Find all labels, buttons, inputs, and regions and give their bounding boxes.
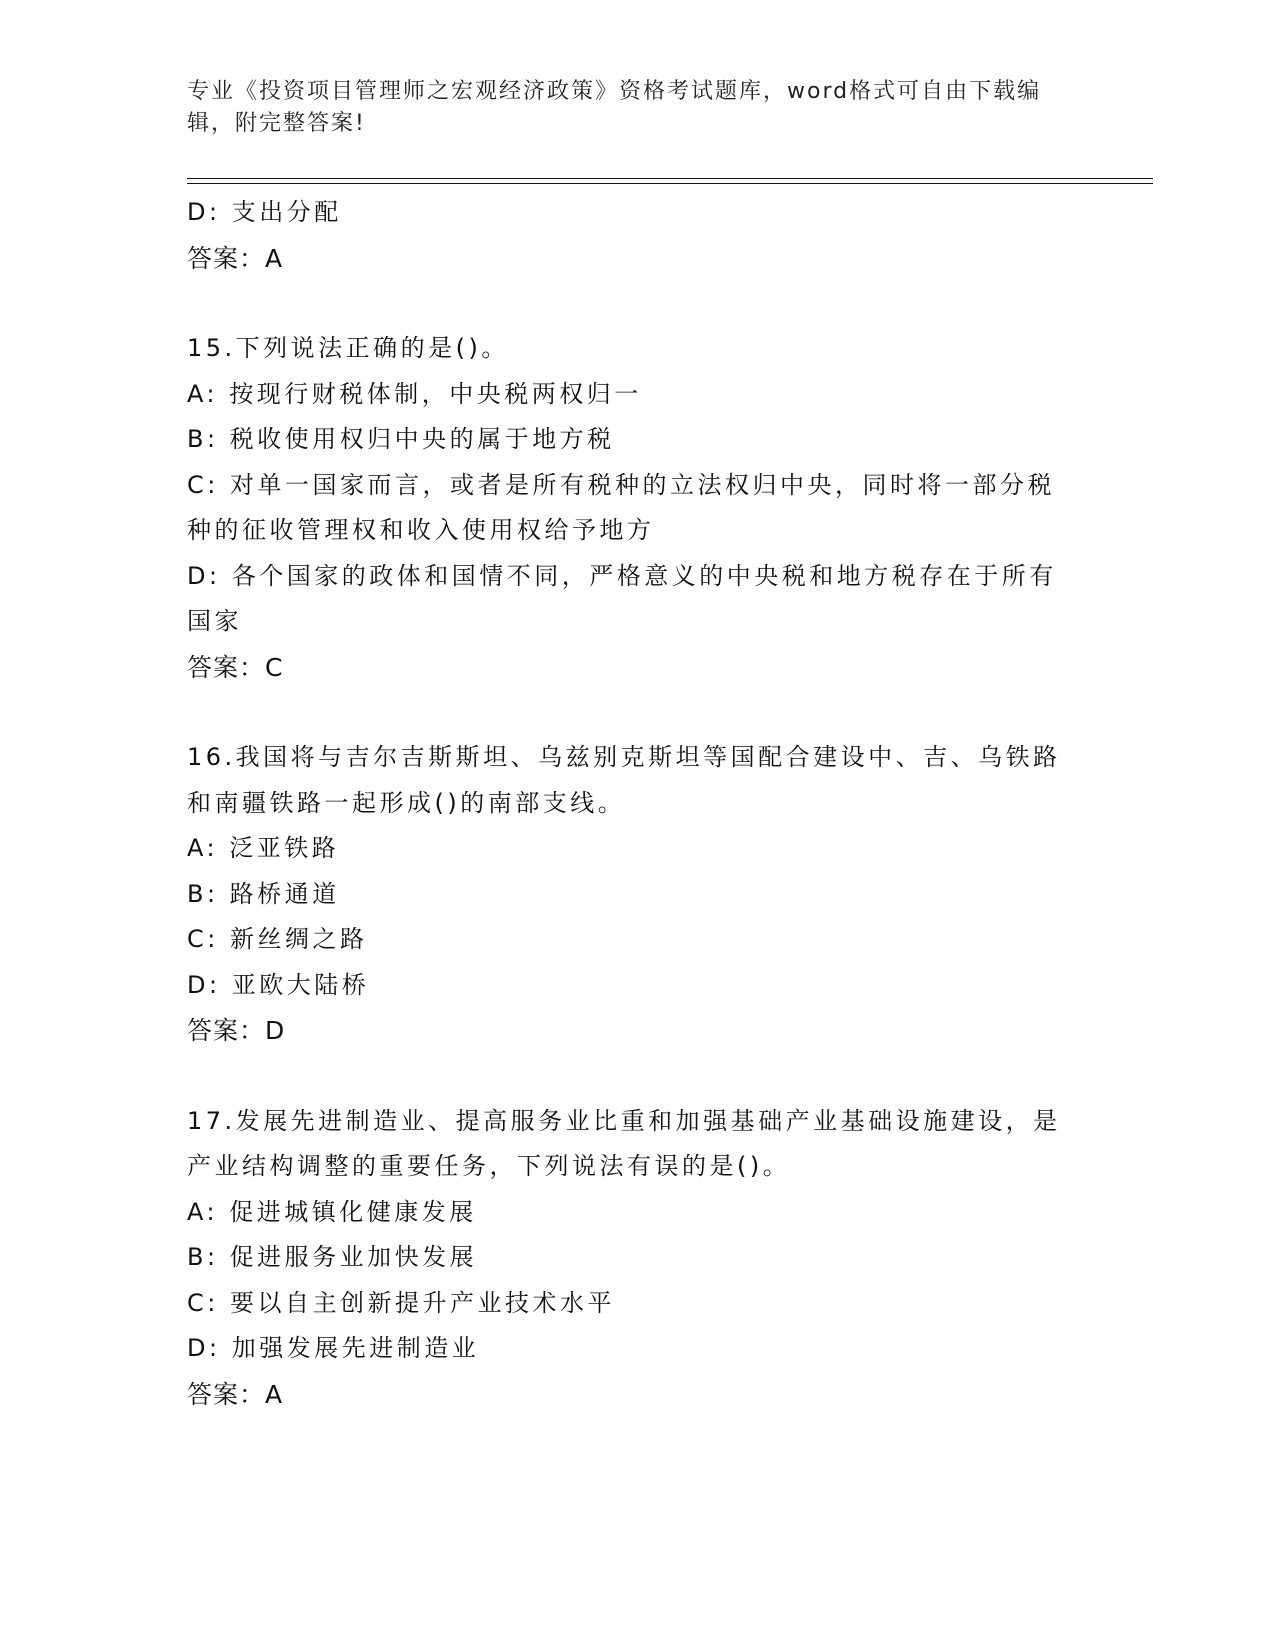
option-d: D: 亚欧大陆桥	[187, 970, 370, 999]
option-c: C: 对单一国家而言，或者是所有税种的立法权归中央，同时将一部分税种的征收管理权和收入使用权给予地方	[187, 470, 1055, 544]
question-stem: 15.下列说法正确的是()。	[187, 334, 509, 362]
option-a: A: 泛亚铁路	[187, 834, 340, 862]
option-d: D: 加强发展先进制造业	[187, 1334, 480, 1362]
question-15	[187, 326, 1077, 690]
option-c: C: 要以自主创新提升产业技术水平	[187, 1288, 615, 1317]
question-17	[187, 1099, 1077, 1418]
header-rule-top	[187, 178, 1153, 179]
spacer	[187, 690, 1077, 735]
option-c: C: 新丝绸之路	[187, 925, 368, 953]
option-d: D: 支出分配	[187, 198, 342, 226]
question-stem: 17.发展先进制造业、提高服务业比重和加强基础产业基础设施建设，是产业结构调整的重要任务，下列说法有误的是()。	[187, 1106, 1061, 1180]
answer: 答案：A	[187, 1379, 284, 1409]
document-header: 专业《投资项目管理师之宏观经济政策》资格考试题库，word格式可自由下载编辑，附完整答案!	[187, 79, 1042, 136]
answer: 答案：D	[187, 1016, 286, 1045]
spacer	[187, 281, 1077, 326]
option-b: B: 路桥通道	[187, 879, 340, 908]
option-b: B: 税收使用权归中央的属于地方税	[187, 425, 615, 453]
answer: 答案：C	[187, 652, 284, 682]
option-b: B: 促进服务业加快发展	[187, 1243, 478, 1271]
option-a: A: 按现行财税体制，中央税两权归一	[187, 379, 642, 408]
answer: 答案：A	[187, 243, 284, 273]
question-stem: 16.我国将与吉尔吉斯斯坦、乌兹别克斯坦等国配合建设中、吉、乌铁路和南疆铁路一起形成()的南部支线。	[187, 743, 1061, 817]
spacer	[187, 1054, 1077, 1099]
option-a: A: 促进城镇化健康发展	[187, 1197, 477, 1226]
document-body	[187, 190, 1077, 1417]
question-16	[187, 735, 1077, 1054]
option-d: D: 各个国家的政体和国情不同，严格意义的中央税和地方税存在于所有国家	[187, 561, 1057, 635]
header-rule-bottom	[187, 183, 1153, 184]
